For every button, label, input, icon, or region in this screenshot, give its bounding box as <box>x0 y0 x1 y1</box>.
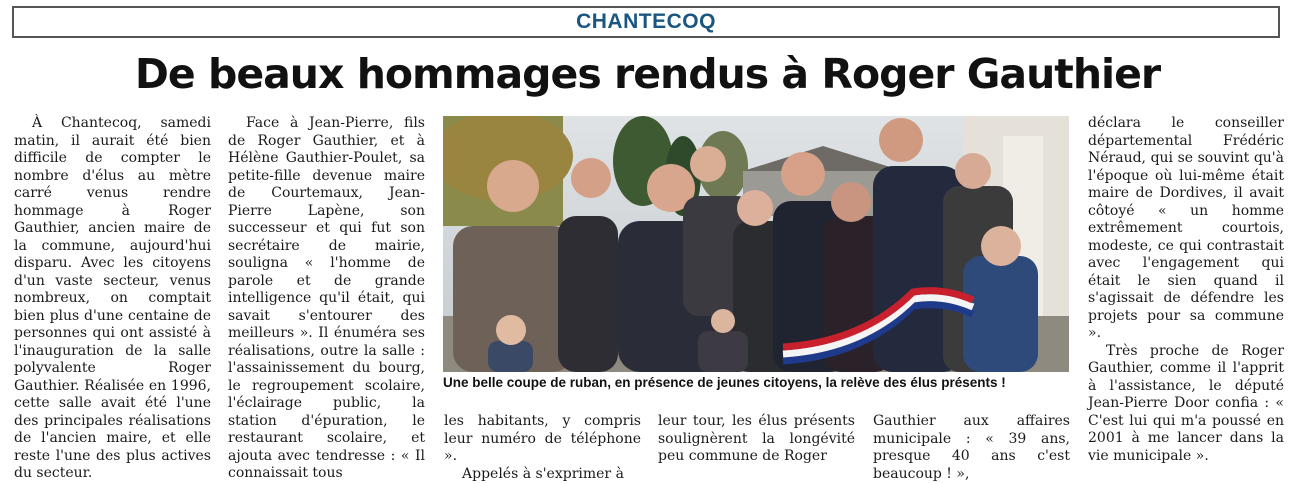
paragraph: Gauthier aux affaires municipale : « 39 ans, presque 40 ans c'est beaucoup ! », <box>873 413 1070 483</box>
article-column-5 <box>873 413 1070 483</box>
paragraph: Très proche de Roger Gauthier, comme il l'apprit à l'assistance, le député Jean-Pierre Door confia : « C'est lui qui m'a poussé en 2001 à me lancer dans la vie municipale ». <box>1088 343 1284 466</box>
photo-caption: Une belle coupe de ruban, en présence de jeunes citoyens, la relève des élus présents ! <box>443 374 1069 392</box>
paragraph: À Chantecoq, samedi matin, il aurait été bien difficile de compter le nombre d'élus au mètre carré venus rendre hommage à Roger Gauthier, ancien maire de la commune, aujourd'hui disparu. Avec les citoyens d'un vaste secteur, venus nombreux, on comptait bien plus d'une centaine de personnes qui ont assisté à l'inauguration de la salle polyvalente Roger Gauthier. Réalisée en 1996, cette salle avait été l'une des principales réalisations de l'ancien maire, et elle reste l'une des plus actives du secteur. <box>14 115 211 483</box>
ceremony-photo-illustration <box>443 116 1069 372</box>
paragraph: Face à Jean-Pierre, fils de Roger Gauthier, et à Hélène Gauthier-Poulet, sa petite-fille devenue maire de Courtemaux, Jean-Pierre Lapène, son successeur et qui fut son secrétaire de mairie, souligna « l'homme de parole et de grande intelligence qu'il était, qui savait s'entourer des meilleurs ». Il énuméra ses réalisations, outre la salle : l'assainissement du bourg, le regroupement scolaire, l'éclairage public, la station d'épuration, le restaurant scolaire, et ajouta avec tendresse : « Il connaissait tous <box>228 115 425 483</box>
article-column-4 <box>658 413 855 466</box>
article-headline: De beaux hommages rendus à Roger Gauthier <box>0 50 1295 98</box>
section-banner <box>12 6 1280 38</box>
paragraph: déclara le conseiller départemental Frédéric Néraud, qui se souvint qu'à l'époque où lui-même était maire de Dordives, il avait côtoyé « un homme extrêmement courtois, modeste, ce qui contrastait avec l'engagement qui était le sien quand il s'agissait de défendre les projets pour sa commune ». <box>1088 115 1284 343</box>
article-column-6 <box>1088 115 1284 465</box>
article-column-3 <box>444 413 641 483</box>
article-column-2 <box>228 115 425 483</box>
article-photo <box>443 116 1069 372</box>
paragraph: Appelés à s'exprimer à <box>444 466 641 483</box>
paragraph: les habitants, y compris leur numéro de téléphone ». <box>444 413 641 466</box>
section-title: CHANTECOQ <box>576 10 716 34</box>
article-column-1 <box>14 115 211 483</box>
paragraph: leur tour, les élus présents soulignèrent la longévité peu commune de Roger <box>658 413 855 466</box>
